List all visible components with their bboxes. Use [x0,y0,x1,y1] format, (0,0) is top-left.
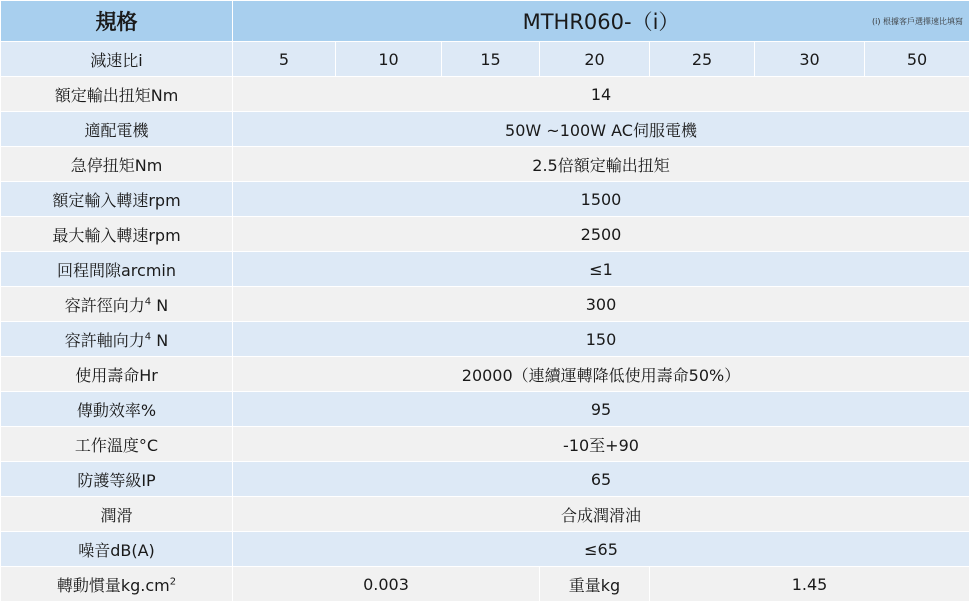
row-value: 14 [233,77,969,112]
row-value: 合成潤滑油 [233,497,969,532]
table-row [1,532,969,567]
table-row [1,217,969,252]
row-label [1,322,233,357]
ratio-row [1,42,969,77]
superscript: 2 [170,576,176,587]
row-label: 潤滑 [1,497,233,532]
row-label: 適配電機 [1,112,233,147]
table-row [1,182,969,217]
row-label: 急停扭矩Nm [1,147,233,182]
radial-unit: N [151,296,168,315]
table-row [1,462,969,497]
table-row [1,77,969,112]
row-label [1,567,233,602]
footnote-mark: 4 [145,331,151,342]
row-value: 2.5倍額定輸出扭矩 [233,147,969,182]
inertia-row [1,567,969,602]
radial-force-row [1,287,969,322]
ratio-value: 25 [650,42,755,77]
row-value: 2500 [233,217,969,252]
inertia-value: 0.003 [233,567,540,602]
row-label: 工作溫度°C [1,427,233,462]
table-row [1,147,969,182]
row-value: 50W ~100W AC伺服電機 [233,112,969,147]
table-row [1,497,969,532]
row-label: 使用壽命Hr [1,357,233,392]
row-label: 傳動效率% [1,392,233,427]
table-row [1,427,969,462]
table-row [1,112,969,147]
inertia-label-text: 轉動慣量kg.cm [57,576,170,595]
weight-value: 1.45 [650,567,969,602]
row-value: 300 [233,287,969,322]
row-label [1,287,233,322]
ratio-value: 50 [865,42,969,77]
footnote-mark: 4 [145,296,151,307]
row-value: ≤1 [233,252,969,287]
row-label: 噪音dB(A) [1,532,233,567]
weight-label: 重量kg [540,567,650,602]
ratio-value: 15 [442,42,540,77]
row-value: 95 [233,392,969,427]
row-value: 1500 [233,182,969,217]
radial-label-text: 容許徑向力 [65,296,145,315]
row-value: 65 [233,462,969,497]
spec-label-header: 規格 [1,1,233,42]
row-label: 回程間隙arcmin [1,252,233,287]
axial-label-text: 容許軸向力 [65,331,145,350]
axial-force-row [1,322,969,357]
row-label: 額定輸入轉速rpm [1,182,233,217]
table-row [1,357,969,392]
row-label: 額定輸出扭矩Nm [1,77,233,112]
header-row [1,1,969,42]
ratio-value: 10 [336,42,442,77]
ratio-label: 減速比i [1,42,233,77]
model-name: MTHR060-（i） [523,10,680,34]
ratio-value: 30 [755,42,865,77]
row-label: 最大輸入轉速rpm [1,217,233,252]
row-value: 150 [233,322,969,357]
table-row [1,392,969,427]
ratio-note: (i) 根據客戶選擇速比填寫 [872,16,963,27]
model-cell [233,1,969,42]
ratio-value: 20 [540,42,650,77]
row-value: ≤65 [233,532,969,567]
table-row [1,252,969,287]
row-label: 防護等級IP [1,462,233,497]
axial-unit: N [151,331,168,350]
row-value: 20000（連續運轉降低使用壽命50%） [233,357,969,392]
row-value: -10至+90 [233,427,969,462]
ratio-value: 5 [233,42,336,77]
